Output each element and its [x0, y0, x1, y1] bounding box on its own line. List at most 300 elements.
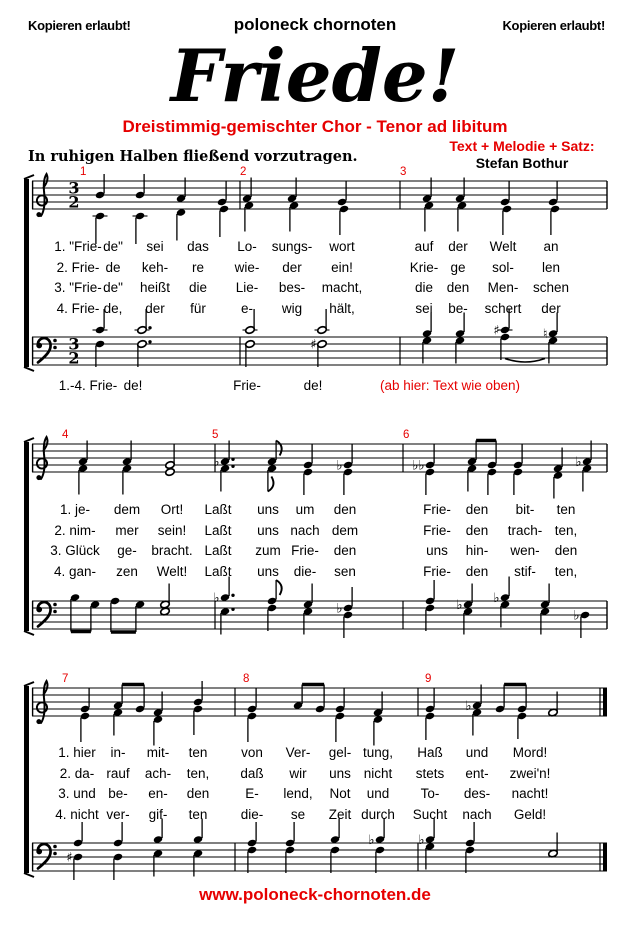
augmentation-dot	[231, 458, 234, 461]
note	[219, 205, 229, 237]
note	[73, 822, 83, 847]
note	[70, 593, 80, 631]
note	[303, 607, 313, 634]
lyric-syllable: auf	[414, 239, 434, 254]
lyric-syllable: den	[465, 563, 489, 579]
measure-number: 4	[62, 429, 69, 441]
treble-clef-spiral	[37, 195, 47, 205]
note	[113, 822, 123, 847]
lyric-syllable: 3. "Frie-	[54, 280, 102, 295]
note	[247, 846, 257, 873]
lyric-syllable: an	[543, 239, 559, 254]
note	[220, 464, 235, 491]
note	[267, 604, 277, 631]
note	[456, 584, 473, 614]
note	[543, 313, 558, 343]
note	[113, 853, 123, 880]
lyric-syllable: Laßt	[204, 543, 232, 558]
note	[540, 584, 550, 609]
lyric-syllable: ach-	[144, 765, 172, 781]
lyric-syllable: nach	[290, 522, 320, 538]
note	[193, 849, 203, 876]
note	[425, 842, 435, 869]
note	[247, 712, 257, 742]
note	[553, 471, 563, 498]
svg-text:3: 3	[68, 178, 80, 198]
measure-number: 3	[400, 166, 407, 178]
lyric-syllable: und	[465, 745, 489, 760]
lyric-syllable: Laßt	[204, 502, 232, 517]
lyric-syllable: ten	[188, 745, 208, 760]
lyric-syllable: und	[366, 786, 390, 801]
note	[500, 181, 510, 206]
lyric-syllable: mit-	[146, 745, 170, 760]
lyric-syllable: en-	[148, 786, 168, 801]
lyric-syllable: Laßt	[204, 563, 232, 579]
note	[153, 849, 163, 876]
lyric-syllable: für	[190, 300, 206, 316]
lyric-syllable: der	[282, 259, 302, 275]
note	[90, 600, 100, 631]
lyric-syllable: den	[186, 786, 210, 801]
lyric-syllable: durch	[361, 806, 395, 822]
lyric-syllable: Men-	[487, 280, 519, 295]
lyric-syllable: Frie-	[291, 543, 319, 558]
lyric-syllable: ten	[188, 806, 208, 822]
accidental: ♭	[493, 591, 500, 606]
lyric-syllable: Geld!	[513, 806, 547, 822]
note	[247, 688, 257, 713]
eighth-flag	[276, 580, 282, 595]
note	[135, 600, 145, 632]
lyric-syllable: sei	[146, 239, 164, 254]
publisher-brand: poloneck chornoten	[233, 15, 397, 34]
lyric-syllable: ten,	[554, 563, 578, 579]
lyric-syllable: macht,	[321, 280, 363, 295]
treble-staff	[32, 429, 607, 499]
lyric-syllable: 1. hier	[58, 745, 96, 760]
note	[540, 607, 550, 634]
lyric-syllable: zen	[116, 563, 138, 579]
lyric-syllable: schen	[532, 280, 570, 295]
note	[247, 822, 257, 847]
treble-staff	[32, 166, 607, 244]
lyric-syllable: 1. je-	[59, 502, 91, 517]
accidental: ♯	[310, 337, 317, 353]
lyric-syllable: den	[465, 522, 489, 538]
lyric-syllable: be-	[108, 786, 128, 801]
final-barline-thick	[603, 688, 607, 716]
lyric-syllable: ent-	[465, 765, 489, 781]
note	[517, 712, 527, 739]
lyric-syllable: be-	[448, 300, 468, 316]
accidental: ♭	[336, 458, 343, 474]
note	[472, 708, 482, 735]
lyric-syllable: den	[446, 280, 470, 295]
accidental: ♭	[336, 601, 343, 617]
lyric-syllable: um	[295, 502, 315, 517]
note	[285, 822, 295, 847]
lyric-syllable: wig	[281, 300, 303, 316]
note	[467, 464, 477, 491]
note	[153, 819, 163, 844]
accidental: ♭	[465, 699, 472, 714]
treble-clef-spiral	[37, 458, 47, 468]
note	[165, 468, 175, 477]
lyric-syllable: sol-	[492, 259, 514, 275]
note	[80, 712, 90, 742]
lyric-syllable: Frie-	[423, 563, 451, 579]
system-bracket	[24, 442, 29, 631]
augmentation-dot	[231, 594, 234, 597]
lyric-syllable: trach-	[507, 522, 543, 538]
lyric-syllable: 3. und	[58, 786, 96, 801]
lyric-syllable: sungs-	[271, 239, 313, 254]
accidental: ♭	[213, 455, 220, 470]
note	[500, 333, 510, 360]
note	[315, 309, 330, 334]
lyric-syllable: stif-	[514, 563, 536, 579]
augmentation-dot	[148, 340, 151, 343]
lyric-syllable: 4. Frie-	[56, 300, 100, 316]
note	[336, 587, 353, 617]
lyric-syllable: die-	[293, 563, 317, 579]
lyric-syllable: tung,	[362, 745, 394, 760]
lyric-syllable: der	[541, 300, 561, 316]
time-signature	[68, 179, 79, 212]
note	[513, 468, 523, 495]
lyric-syllable: Frie-	[423, 522, 451, 538]
accidental: ♭	[573, 608, 580, 624]
note	[487, 468, 497, 495]
lyric-syllable: 4. nicht	[55, 806, 99, 822]
bass-clef-curve	[38, 602, 51, 626]
lyric-syllable: e-	[240, 300, 254, 316]
lyric-syllable: 2. nim-	[54, 522, 96, 538]
lyric-syllable: daß	[240, 765, 264, 781]
note	[368, 819, 385, 849]
note	[422, 313, 432, 338]
augmentation-dot	[231, 465, 234, 468]
website-link: www.poloneck-chornoten.de	[199, 885, 431, 904]
lyric-syllable: das	[187, 239, 209, 254]
svg-text:3: 3	[68, 334, 80, 354]
note	[244, 201, 254, 231]
accidental: ♭	[213, 591, 220, 606]
note	[425, 580, 435, 605]
note	[455, 336, 465, 363]
lyric-syllable: wort	[329, 239, 355, 254]
note	[418, 819, 435, 849]
lyric-syllable: stets	[415, 765, 445, 781]
lyric-syllable: gel-	[328, 745, 352, 760]
note	[303, 444, 313, 469]
lyric-syllable: den	[554, 543, 578, 558]
undertext-item: (ab hier: Text wie oben)	[379, 378, 521, 393]
note	[575, 441, 592, 471]
lyric-syllable: se	[290, 806, 306, 822]
lyric-syllable: Ort!	[160, 502, 184, 517]
note	[193, 819, 203, 844]
treble-clef-dot	[36, 212, 41, 217]
undertext-item: de!	[303, 378, 323, 393]
note	[95, 174, 105, 199]
note	[548, 833, 558, 858]
measure-number: 1	[80, 166, 87, 178]
note	[66, 851, 83, 881]
note	[582, 464, 592, 491]
lyric-syllable: E-	[245, 786, 259, 801]
lyric-syllable: ten,	[186, 765, 210, 781]
lyric-syllable: Sucht	[412, 806, 448, 822]
note	[135, 174, 145, 199]
lyric-syllable: de,	[103, 300, 123, 316]
lyric-syllable: in-	[110, 745, 126, 760]
lyric-syllable: Mord!	[512, 745, 548, 760]
accidental: ♯	[66, 850, 73, 866]
piece-subtitle: Dreistimmig-gemischter Chor - Tenor ad libitum	[122, 117, 508, 136]
piece-title: Friede!	[170, 33, 460, 118]
half-notehead	[165, 468, 175, 477]
bass-staff	[32, 309, 607, 368]
lyric-syllable: de"	[103, 239, 123, 254]
lyric-syllable: der	[145, 300, 165, 316]
measure-number: 7	[62, 673, 69, 685]
lyric-syllable: 1. "Frie-	[54, 239, 102, 254]
note	[463, 607, 473, 634]
lyric-syllable: sen	[334, 563, 356, 579]
augmentation-dot	[148, 326, 151, 329]
system-bracket	[24, 686, 29, 873]
note	[425, 712, 435, 740]
accidental: ♭	[456, 598, 463, 613]
lyric-syllable: Not	[329, 786, 351, 801]
lyric-syllable: Zeit	[328, 806, 352, 822]
note	[457, 201, 467, 231]
lyric-syllable: nicht	[363, 765, 393, 781]
measure-number: 9	[425, 673, 432, 685]
lyric-syllable: lend,	[283, 786, 313, 801]
note	[343, 468, 353, 495]
lyric-syllable: rauf	[106, 765, 130, 781]
measure-number: 5	[212, 429, 219, 441]
note	[110, 597, 120, 632]
note	[550, 205, 560, 235]
lyric-syllable: schert	[484, 300, 522, 316]
lyric-syllable: uns	[257, 522, 279, 538]
tie	[505, 359, 545, 363]
note	[113, 708, 123, 735]
accidental: ♯	[493, 323, 500, 339]
note	[337, 181, 347, 206]
lyric-syllable: Welt	[489, 239, 517, 254]
lyric-syllable: wir	[289, 765, 307, 781]
note	[465, 685, 482, 715]
lyric-syllable: keh-	[141, 259, 169, 275]
note	[573, 609, 590, 639]
treble-clef-spiral	[37, 702, 47, 712]
note	[135, 685, 145, 714]
note	[285, 846, 295, 873]
lyric-syllable: Krie-	[409, 259, 439, 275]
note	[267, 464, 277, 491]
note	[289, 201, 299, 231]
note	[375, 846, 385, 873]
lyric-syllable: der	[448, 239, 468, 254]
eighth-flag	[268, 477, 274, 492]
treble-clef-dot	[36, 475, 41, 480]
undertext-item: Frie-	[233, 378, 261, 393]
note	[330, 846, 340, 873]
note	[153, 715, 163, 745]
lyric-syllable: sein!	[157, 522, 187, 538]
note	[78, 464, 88, 494]
note	[160, 584, 170, 609]
bass-staff	[32, 577, 607, 639]
note	[310, 338, 327, 368]
credits-label: Text + Melodie + Satz:	[449, 138, 595, 154]
note	[213, 577, 234, 607]
note	[425, 468, 435, 495]
lyric-syllable: ein!	[331, 259, 353, 275]
svg-text:2: 2	[68, 348, 80, 368]
lyric-syllable: mer	[115, 522, 139, 538]
lyric-syllable: de"	[103, 280, 123, 295]
note	[548, 336, 558, 363]
lyric-syllable: den	[465, 502, 489, 517]
lyric-syllable: Frie-	[423, 502, 451, 517]
lyric-syllable: 3. Glück	[50, 543, 100, 558]
lyric-syllable: de	[105, 259, 121, 275]
lyric-syllable: Haß	[417, 745, 443, 760]
eighth-flag	[276, 441, 282, 456]
note	[330, 819, 340, 844]
note	[133, 212, 148, 244]
treble-clef-dot	[36, 719, 41, 724]
note	[335, 688, 345, 713]
lyric-syllable: hält,	[329, 300, 355, 316]
accidental: ♭	[575, 455, 582, 470]
note	[80, 688, 90, 713]
lyric-syllable: nach	[462, 806, 492, 822]
undertext-item: 1.-4. Frie-	[58, 378, 118, 393]
note	[548, 181, 558, 206]
note	[339, 205, 349, 235]
note	[343, 611, 353, 638]
lyric-syllable: wen-	[510, 543, 540, 558]
lyric-syllable: bit-	[515, 502, 535, 517]
tempo-instruction: In ruhigen Halben fließend vorzutragen.	[28, 148, 358, 165]
lyric-syllable: des-	[463, 786, 491, 801]
note	[513, 444, 523, 469]
lyric-syllable: Lie-	[235, 280, 259, 295]
lyric-syllable: uns	[329, 765, 351, 781]
lyric-syllable: ge	[450, 259, 466, 275]
note	[336, 444, 353, 474]
lyric-syllable: ge-	[117, 543, 137, 558]
lyric-syllable: die	[188, 280, 208, 295]
lyric-syllable: zwei'n!	[509, 765, 551, 781]
lyric-syllable: uns	[257, 502, 279, 517]
note	[422, 336, 432, 363]
lyric-syllable: Welt!	[156, 563, 188, 579]
note	[303, 468, 313, 495]
note	[425, 604, 435, 631]
lyric-syllable: dem	[331, 522, 359, 538]
note	[465, 846, 475, 873]
lyric-syllable: dem	[113, 502, 141, 517]
system-bracket	[24, 179, 29, 367]
note	[165, 444, 175, 469]
lyric-syllable: 4. gan-	[53, 563, 97, 579]
measure-number: 2	[240, 166, 247, 178]
lyric-syllable: wie-	[234, 259, 260, 275]
lyric-syllable: len	[541, 259, 561, 275]
note	[487, 441, 497, 470]
lyric-syllable: heißt	[139, 280, 171, 295]
note	[217, 181, 227, 206]
copy-permission-left: Kopieren erlaubt!	[28, 18, 131, 33]
measure-number: 6	[403, 429, 410, 441]
note	[193, 681, 203, 706]
bass-staff	[32, 819, 607, 881]
time-signature	[68, 335, 79, 368]
note	[95, 340, 105, 367]
lyric-syllable: ver-	[106, 806, 130, 822]
note	[245, 340, 255, 367]
augmentation-dot	[231, 608, 234, 611]
treble-staff	[32, 673, 607, 746]
note	[465, 822, 475, 847]
note	[373, 715, 383, 745]
undertext-item: de!	[123, 378, 143, 393]
note	[493, 577, 510, 607]
note	[315, 685, 325, 714]
bass-clef-curve	[38, 844, 51, 868]
lyric-syllable: die	[414, 280, 434, 295]
lyric-syllable: To-	[420, 786, 440, 801]
accidental: ♮	[542, 327, 548, 342]
lyric-syllable: ten	[556, 502, 576, 517]
lyric-syllable: die-	[240, 806, 264, 822]
lyric-syllable: ten,	[554, 522, 578, 538]
note	[176, 208, 186, 240]
copy-permission-right: Kopieren erlaubt!	[502, 18, 605, 33]
lyric-syllable: von	[241, 745, 263, 760]
lyric-syllable: hin-	[465, 543, 489, 558]
lyric-syllable: bracht.	[151, 543, 193, 558]
note	[220, 607, 235, 634]
lyric-syllable: zum	[255, 543, 281, 558]
lyric-syllable: Ver-	[285, 745, 311, 760]
note	[335, 712, 345, 742]
bass-clef-curve	[38, 338, 51, 362]
accidental: ♭	[368, 833, 375, 848]
note	[425, 688, 435, 713]
lyric-syllable: nacht!	[511, 786, 549, 801]
final-barline-thick	[603, 843, 607, 871]
note	[424, 201, 434, 231]
lyric-syllable: 2. Frie-	[56, 259, 100, 275]
note	[500, 600, 510, 627]
note	[517, 685, 527, 714]
lyric-syllable: gif-	[148, 806, 168, 822]
accidental: ♭♭	[412, 458, 425, 474]
lyric-syllable: sei	[415, 300, 433, 316]
lyric-syllable: 2. da-	[59, 765, 95, 781]
lyric-syllable: uns	[257, 563, 279, 579]
note	[495, 685, 505, 714]
